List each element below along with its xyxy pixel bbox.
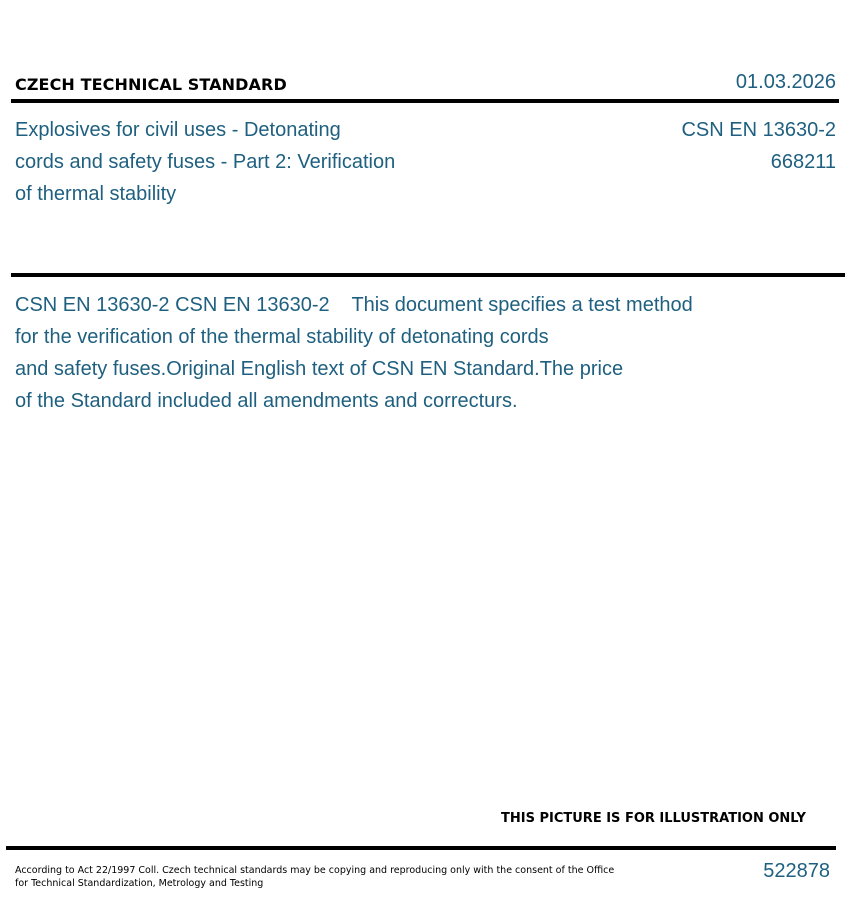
publication-date: 01.03.2026 bbox=[735, 71, 836, 93]
abstract-line: and safety fuses.Original English text of CSN EN Standard.The price bbox=[15, 358, 624, 380]
document-title-line: cords and safety fuses - Part 2: Verification bbox=[15, 151, 396, 173]
standard-type-heading: CZECH TECHNICAL STANDARD bbox=[15, 75, 287, 94]
legal-notice bbox=[15, 864, 615, 890]
legal-notice-line: According to Act 22/1997 Coll. Czech technical standards may be copying and reproducing only with the consent of the Office bbox=[15, 865, 615, 876]
legal-notice-line: for Technical Standardization, Metrology and Testing bbox=[15, 878, 264, 889]
document-title bbox=[15, 114, 445, 210]
catalog-number: 522878 bbox=[763, 860, 830, 882]
standard-number: CSN EN 13630-2 bbox=[681, 119, 836, 141]
abstract-line: of the Standard included all amendments and correcturs. bbox=[15, 390, 518, 412]
document-title-line: Explosives for civil uses - Detonating bbox=[15, 119, 341, 141]
header-divider bbox=[11, 99, 839, 103]
class-code: 668211 bbox=[770, 151, 836, 173]
abstract-line: CSN EN 13630-2 CSN EN 13630-2 This document specifies a test method bbox=[15, 294, 693, 316]
document-identifiers bbox=[681, 114, 836, 178]
illustration-note: THIS PICTURE IS FOR ILLUSTRATION ONLY bbox=[501, 811, 806, 826]
document-abstract bbox=[15, 289, 755, 417]
document-title-line: of thermal stability bbox=[15, 183, 177, 205]
footer-divider bbox=[6, 846, 836, 850]
abstract-line: for the verification of the thermal stability of detonating cords bbox=[15, 326, 549, 348]
section-divider bbox=[11, 273, 845, 277]
